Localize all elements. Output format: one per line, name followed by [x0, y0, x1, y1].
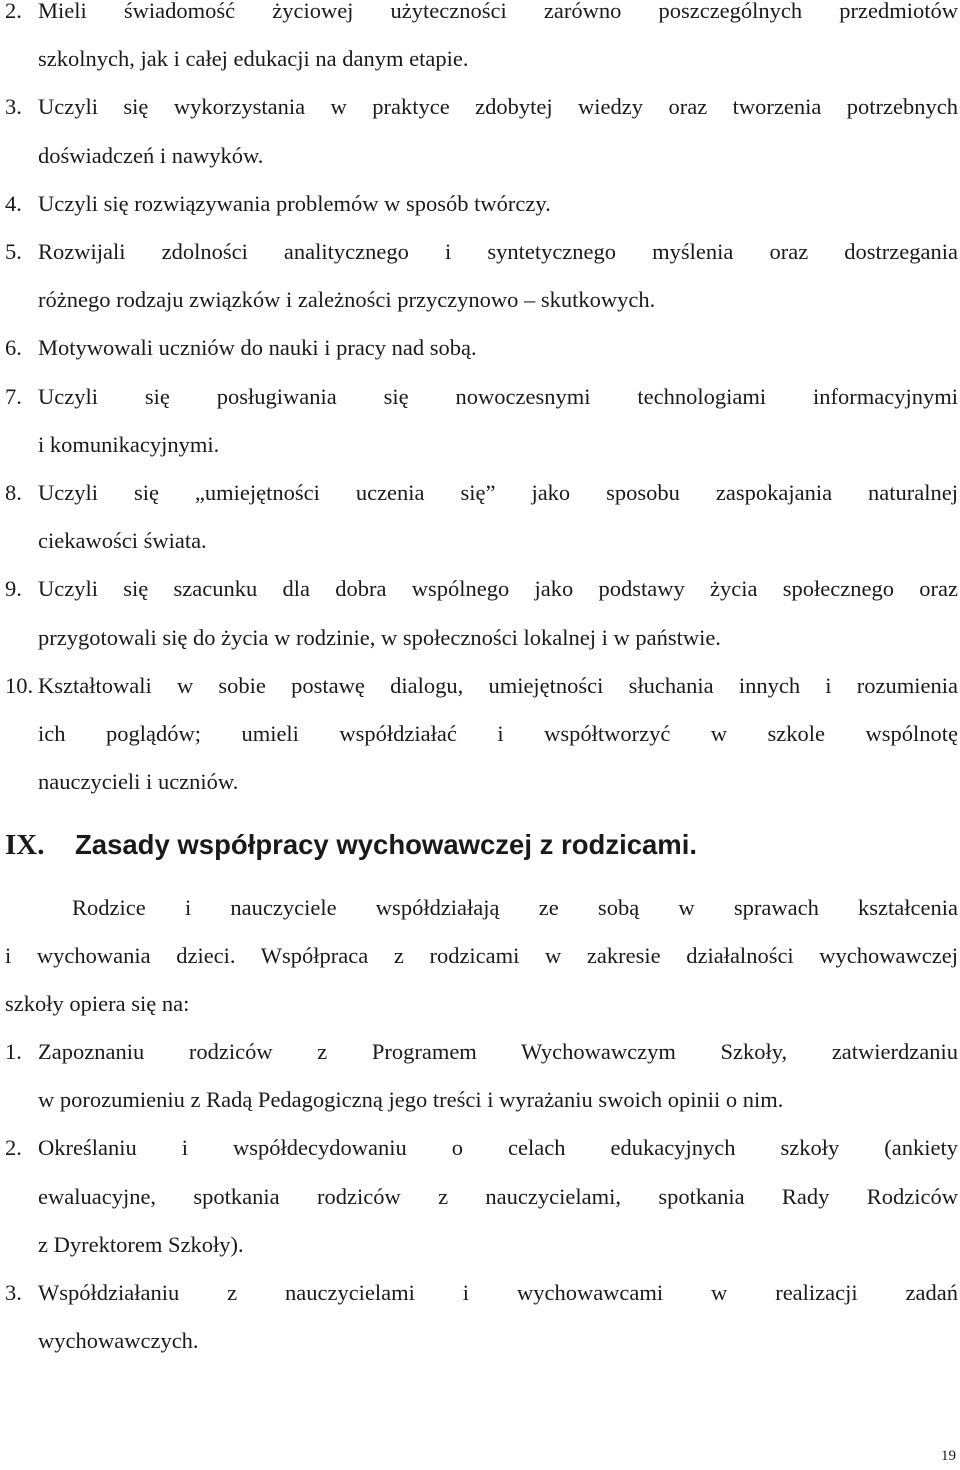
list-item — [0, 662, 958, 807]
list-item — [0, 565, 958, 661]
list-item-text — [38, 662, 958, 807]
section-number: IX. — [5, 829, 45, 861]
list-item-number: 4. — [5, 190, 22, 216]
list-item — [0, 83, 958, 179]
list-item-text — [38, 469, 958, 565]
text-line: przygotowali się do życia w rodzinie, w społeczności lokalnej i w państwie. — [38, 624, 721, 650]
text-line: Współdziałaniu z nauczycielami i wychowawcami w realizacji zadań — [38, 1280, 958, 1306]
text-line: Rodzice i nauczyciele współdziałają ze sobą w sprawach kształcenia — [72, 895, 958, 920]
text-line: wychowawczych. — [38, 1328, 199, 1354]
text-line: Uczyli się posługiwania się nowoczesnymi technologiami informacyjnymi — [38, 383, 958, 409]
list-item — [0, 228, 958, 324]
text-line: ich poglądów; umieli współdziałać i współtworzyć w szkole wspólnotę — [38, 721, 958, 747]
list-item — [0, 1028, 958, 1124]
section-heading — [5, 829, 697, 862]
list-item-number: 8. — [5, 480, 22, 506]
text-line: różnego rodzaju związków i zależności przyczynowo – skutkowych. — [38, 287, 656, 313]
list-item-text — [38, 83, 958, 179]
list-item — [0, 1269, 958, 1365]
text-line: Określaniu i współdecydowaniu o celach edukacyjnych szkoły (ankiety — [38, 1135, 958, 1161]
list-item-text — [38, 228, 958, 324]
text-line: szkoły opiera się na: — [5, 991, 190, 1017]
list-item-number: 9. — [5, 576, 22, 602]
list-item-number: 2. — [5, 0, 22, 23]
section-title: Zasady współpracy wychowawczej z rodzicami. — [75, 829, 698, 860]
list-item-number: 2. — [5, 1135, 22, 1161]
list-item — [0, 1124, 958, 1269]
list-item — [0, 324, 958, 372]
list-item-text — [38, 1124, 958, 1269]
cooperation-list — [0, 1028, 958, 1365]
list-item-text — [38, 1028, 958, 1124]
list-item-number: 1. — [5, 1039, 22, 1064]
text-line: nauczycieli i uczniów. — [38, 769, 239, 795]
list-item — [0, 180, 958, 228]
text-line: Motywowali uczniów do nauki i pracy nad sobą. — [38, 335, 477, 361]
list-item — [0, 373, 958, 469]
text-line: szkolnych, jak i całej edukacji na danym etapie. — [38, 46, 469, 72]
text-line: Zapoznaniu rodziców z Programem Wychowawczym Szkoły, zatwierdzaniu — [38, 1039, 958, 1064]
intro-paragraph — [0, 884, 958, 1029]
list-item-text — [38, 373, 958, 469]
text-line: Uczyli się szacunku dla dobra wspólnego jako podstawy życia społecznego oraz — [38, 576, 958, 602]
list-item-text — [38, 1269, 958, 1365]
text-line: doświadczeń i nawyków. — [38, 142, 264, 168]
list-item-number: 3. — [5, 1280, 22, 1306]
list-item-number: 10. — [5, 672, 34, 698]
page-number: 19 — [941, 1448, 956, 1464]
list-item-number: 7. — [5, 383, 22, 409]
list-item-number: 6. — [5, 335, 22, 361]
text-line: i komunikacyjnymi. — [38, 431, 220, 457]
list-item — [0, 469, 958, 565]
list-item-number: 5. — [5, 239, 22, 265]
list-item-text — [38, 0, 958, 83]
text-line: ciekawości świata. — [38, 528, 207, 554]
text-line: Mieli świadomość życiowej użyteczności zarówno poszczególnych przedmiotów — [38, 0, 958, 23]
list-item-number: 3. — [5, 94, 22, 120]
text-line: Uczyli się rozwiązywania problemów w sposób twórczy. — [38, 190, 551, 216]
text-line: w porozumieniu z Radą Pedagogiczną jego treści i wyrażaniu swoich opinii o nim. — [38, 1087, 784, 1113]
list-item-text — [38, 180, 958, 228]
list-item-text — [38, 324, 958, 372]
text-line: Uczyli się „umiejętności uczenia się” jako sposobu zaspokajania naturalnej — [38, 480, 958, 506]
list-item-text — [38, 565, 958, 661]
text-line: z Dyrektorem Szkoły). — [38, 1231, 244, 1257]
text-line: Uczyli się wykorzystania w praktyce zdobytej wiedzy oraz tworzenia potrzebnych — [38, 94, 958, 120]
text-line: Kształtowali w sobie postawę dialogu, umiejętności słuchania innych i rozumienia — [38, 672, 958, 698]
list-item — [0, 0, 958, 83]
text-line: Rozwijali zdolności analitycznego i syntetycznego myślenia oraz dostrzegania — [38, 239, 958, 265]
text-line: ewaluacyjne, spotkania rodziców z nauczycielami, spotkania Rady Rodziców — [38, 1183, 958, 1209]
text-line: i wychowania dzieci. Współpraca z rodzicami w zakresie działalności wychowawczej — [5, 943, 958, 969]
